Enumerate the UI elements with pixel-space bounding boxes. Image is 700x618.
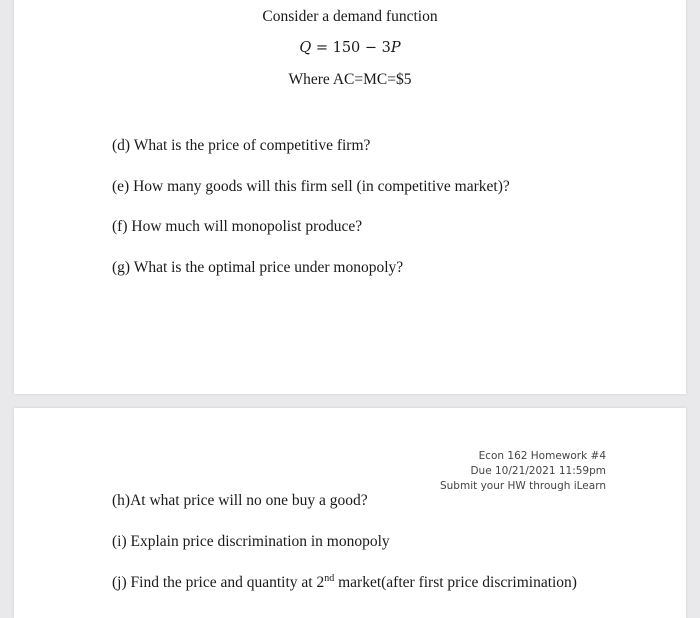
ordinal-superscript: nd <box>324 572 335 584</box>
demand-equation <box>14 40 686 56</box>
document-page-1 <box>14 0 686 394</box>
question-label: (g) <box>112 259 131 276</box>
equation-quantity-var: Q <box>299 40 312 56</box>
problem-intro: Consider a demand function <box>262 8 438 25</box>
equation-coefficient: 3 <box>381 40 391 56</box>
question-text: How much will monopolist produce? <box>131 218 363 235</box>
question-g <box>112 259 403 277</box>
question-text-after: market(after first price discrimination) <box>334 574 577 591</box>
question-label: (f) <box>112 218 128 235</box>
question-e <box>112 178 510 196</box>
homework-header <box>440 449 606 494</box>
question-label: (i) <box>112 533 127 550</box>
document-page-2 <box>14 408 686 618</box>
due-date: Due 10/21/2021 11:59pm <box>470 465 606 477</box>
question-text: At what price will no one buy a good? <box>130 492 368 509</box>
question-h <box>112 492 368 510</box>
question-label: (e) <box>112 178 130 195</box>
equation-constant: 150 <box>332 40 361 56</box>
question-text: What is the price of competitive firm? <box>133 137 371 154</box>
question-label: (d) <box>112 137 131 154</box>
question-d <box>112 137 370 155</box>
equation-equals: = <box>311 40 333 56</box>
question-text: How many goods will this firm sell (in competitive market)? <box>133 178 510 195</box>
question-label: (h) <box>112 492 131 509</box>
question-label: (j) <box>112 574 127 591</box>
course-title: Econ 162 Homework #4 <box>478 450 606 462</box>
cost-condition: Where AC=MC=$5 <box>288 71 412 88</box>
question-text: What is the optimal price under monopoly? <box>133 259 404 276</box>
question-text-before: Find the price and quantity at 2 <box>130 574 325 591</box>
question-f <box>112 218 362 236</box>
submission-note: Submit your HW through iLearn <box>439 480 606 492</box>
equation-price-var: P <box>390 40 401 56</box>
question-text: Explain price discrimination in monopoly <box>130 533 390 550</box>
question-j <box>112 574 577 592</box>
equation-minus: − <box>360 40 382 56</box>
question-i <box>112 533 390 551</box>
